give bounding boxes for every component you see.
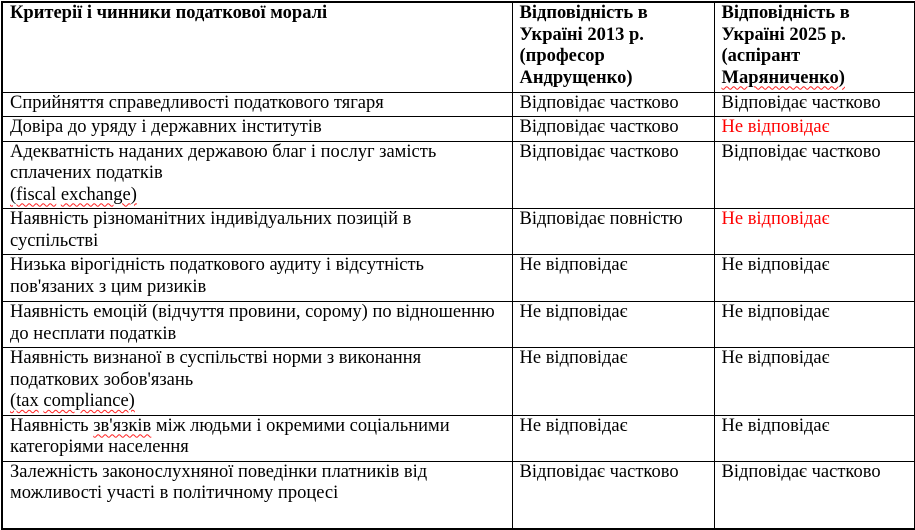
status-2025-cell (714, 255, 915, 302)
text-segment: Відповідність в Україні 2013 р. (професор Андрущенко) (519, 3, 648, 88)
header-2025 (714, 2, 915, 92)
status-2013-cell (512, 92, 714, 117)
misspelled-word: exchange) (60, 184, 137, 205)
status-2025-cell (714, 209, 915, 255)
status-text: Не відповідає (721, 415, 830, 436)
text-segment: Наявність різноманітних індивідуальних позицій в суспільстві (10, 209, 412, 251)
status-text: Відповідає частково (519, 117, 679, 137)
status-text: Не відповідає (519, 302, 628, 322)
status-text: Відповідає частково (721, 461, 881, 482)
header-criteria (2, 2, 512, 92)
table-body (2, 92, 915, 529)
status-text: Відповідає частково (519, 92, 679, 113)
text-segment: Критерії і чинники податкової моралі (10, 3, 328, 23)
misspelled-word: compliance) (43, 391, 135, 411)
status-2013-cell (512, 461, 714, 529)
header-2013 (512, 2, 714, 92)
status-text: Відповідає частково (721, 92, 881, 113)
table-row (2, 302, 915, 348)
status-2013-cell (512, 209, 714, 255)
text-segment: Довіра до уряду і державних інститутів (10, 117, 322, 137)
status-2013-cell (512, 302, 714, 348)
status-text: Не відповідає (519, 255, 628, 275)
text-segment: між людьми і окремими соціальними категоріями населення (10, 415, 450, 457)
criterion-cell (2, 209, 512, 255)
status-2025-cell (714, 461, 915, 529)
status-text: Не відповідає (721, 255, 830, 275)
status-text: Не відповідає (519, 348, 628, 368)
status-2013-cell (512, 255, 714, 302)
status-text: Відповідає частково (519, 141, 679, 162)
text-segment: Відповідність в Україні 2025 р. (аспірант (721, 3, 850, 66)
status-2025-cell (714, 92, 915, 117)
criterion-cell (2, 302, 512, 348)
status-text: Не відповідає (721, 348, 830, 368)
text-segment: Наявність емоцій (відчуття провини, сорому) по відношенню до несплати податків (10, 302, 495, 344)
text-segment: Наявність визнаної в суспільстві норми з виконання податкових зобов'язань (10, 348, 422, 390)
criterion-cell (2, 255, 512, 302)
status-2013-cell (512, 415, 714, 461)
status-2025-cell (714, 302, 915, 348)
status-2025-cell (714, 141, 915, 209)
status-text: Не відповідає (721, 302, 830, 322)
table-row (2, 415, 915, 461)
criterion-cell (2, 117, 512, 142)
status-2025-cell (714, 117, 915, 142)
text-segment: Залежність законослухняної поведінки платників від можливості участі в політичному процесі (10, 461, 428, 503)
status-text: Відповідає частково (721, 141, 881, 162)
table-row (2, 255, 915, 302)
misspelled-word: (fiscal (10, 184, 57, 205)
table-row (2, 209, 915, 255)
text-segment: Сприйняття справедливості податкового тягаря (10, 92, 384, 113)
status-text: Не відповідає (519, 415, 628, 436)
criterion-cell (2, 461, 512, 529)
status-text: Не відповідає (721, 117, 830, 137)
status-text: Відповідає повністю (519, 209, 683, 229)
table-row (2, 461, 915, 529)
criterion-cell (2, 141, 512, 209)
status-2013-cell (512, 141, 714, 209)
text-segment: Адекватність наданих державою благ і послуг замість сплачених податків (10, 141, 437, 183)
table-row (2, 141, 915, 209)
criterion-cell (2, 348, 512, 416)
criterion-cell (2, 415, 512, 461)
misspelled-word: зв'язків (93, 415, 152, 436)
header-row (2, 2, 915, 92)
misspelled-word: (tax (10, 391, 39, 411)
status-text: Не відповідає (721, 209, 830, 229)
status-2025-cell (714, 415, 915, 461)
status-2025-cell (714, 348, 915, 416)
tax-morale-comparison-table (1, 1, 915, 530)
status-text: Відповідає частково (519, 461, 679, 482)
table-row (2, 117, 915, 142)
text-segment: Низька вірогідність податкового аудиту і відсутність пов'язаних з цим ризиків (10, 255, 424, 297)
status-2013-cell (512, 117, 714, 142)
status-2013-cell (512, 348, 714, 416)
text-segment: Наявність (10, 415, 94, 436)
criterion-cell (2, 92, 512, 117)
table-header (2, 2, 915, 92)
table-row (2, 348, 915, 416)
misspelled-word: Маряниченко) (721, 67, 845, 88)
table-row (2, 92, 915, 117)
